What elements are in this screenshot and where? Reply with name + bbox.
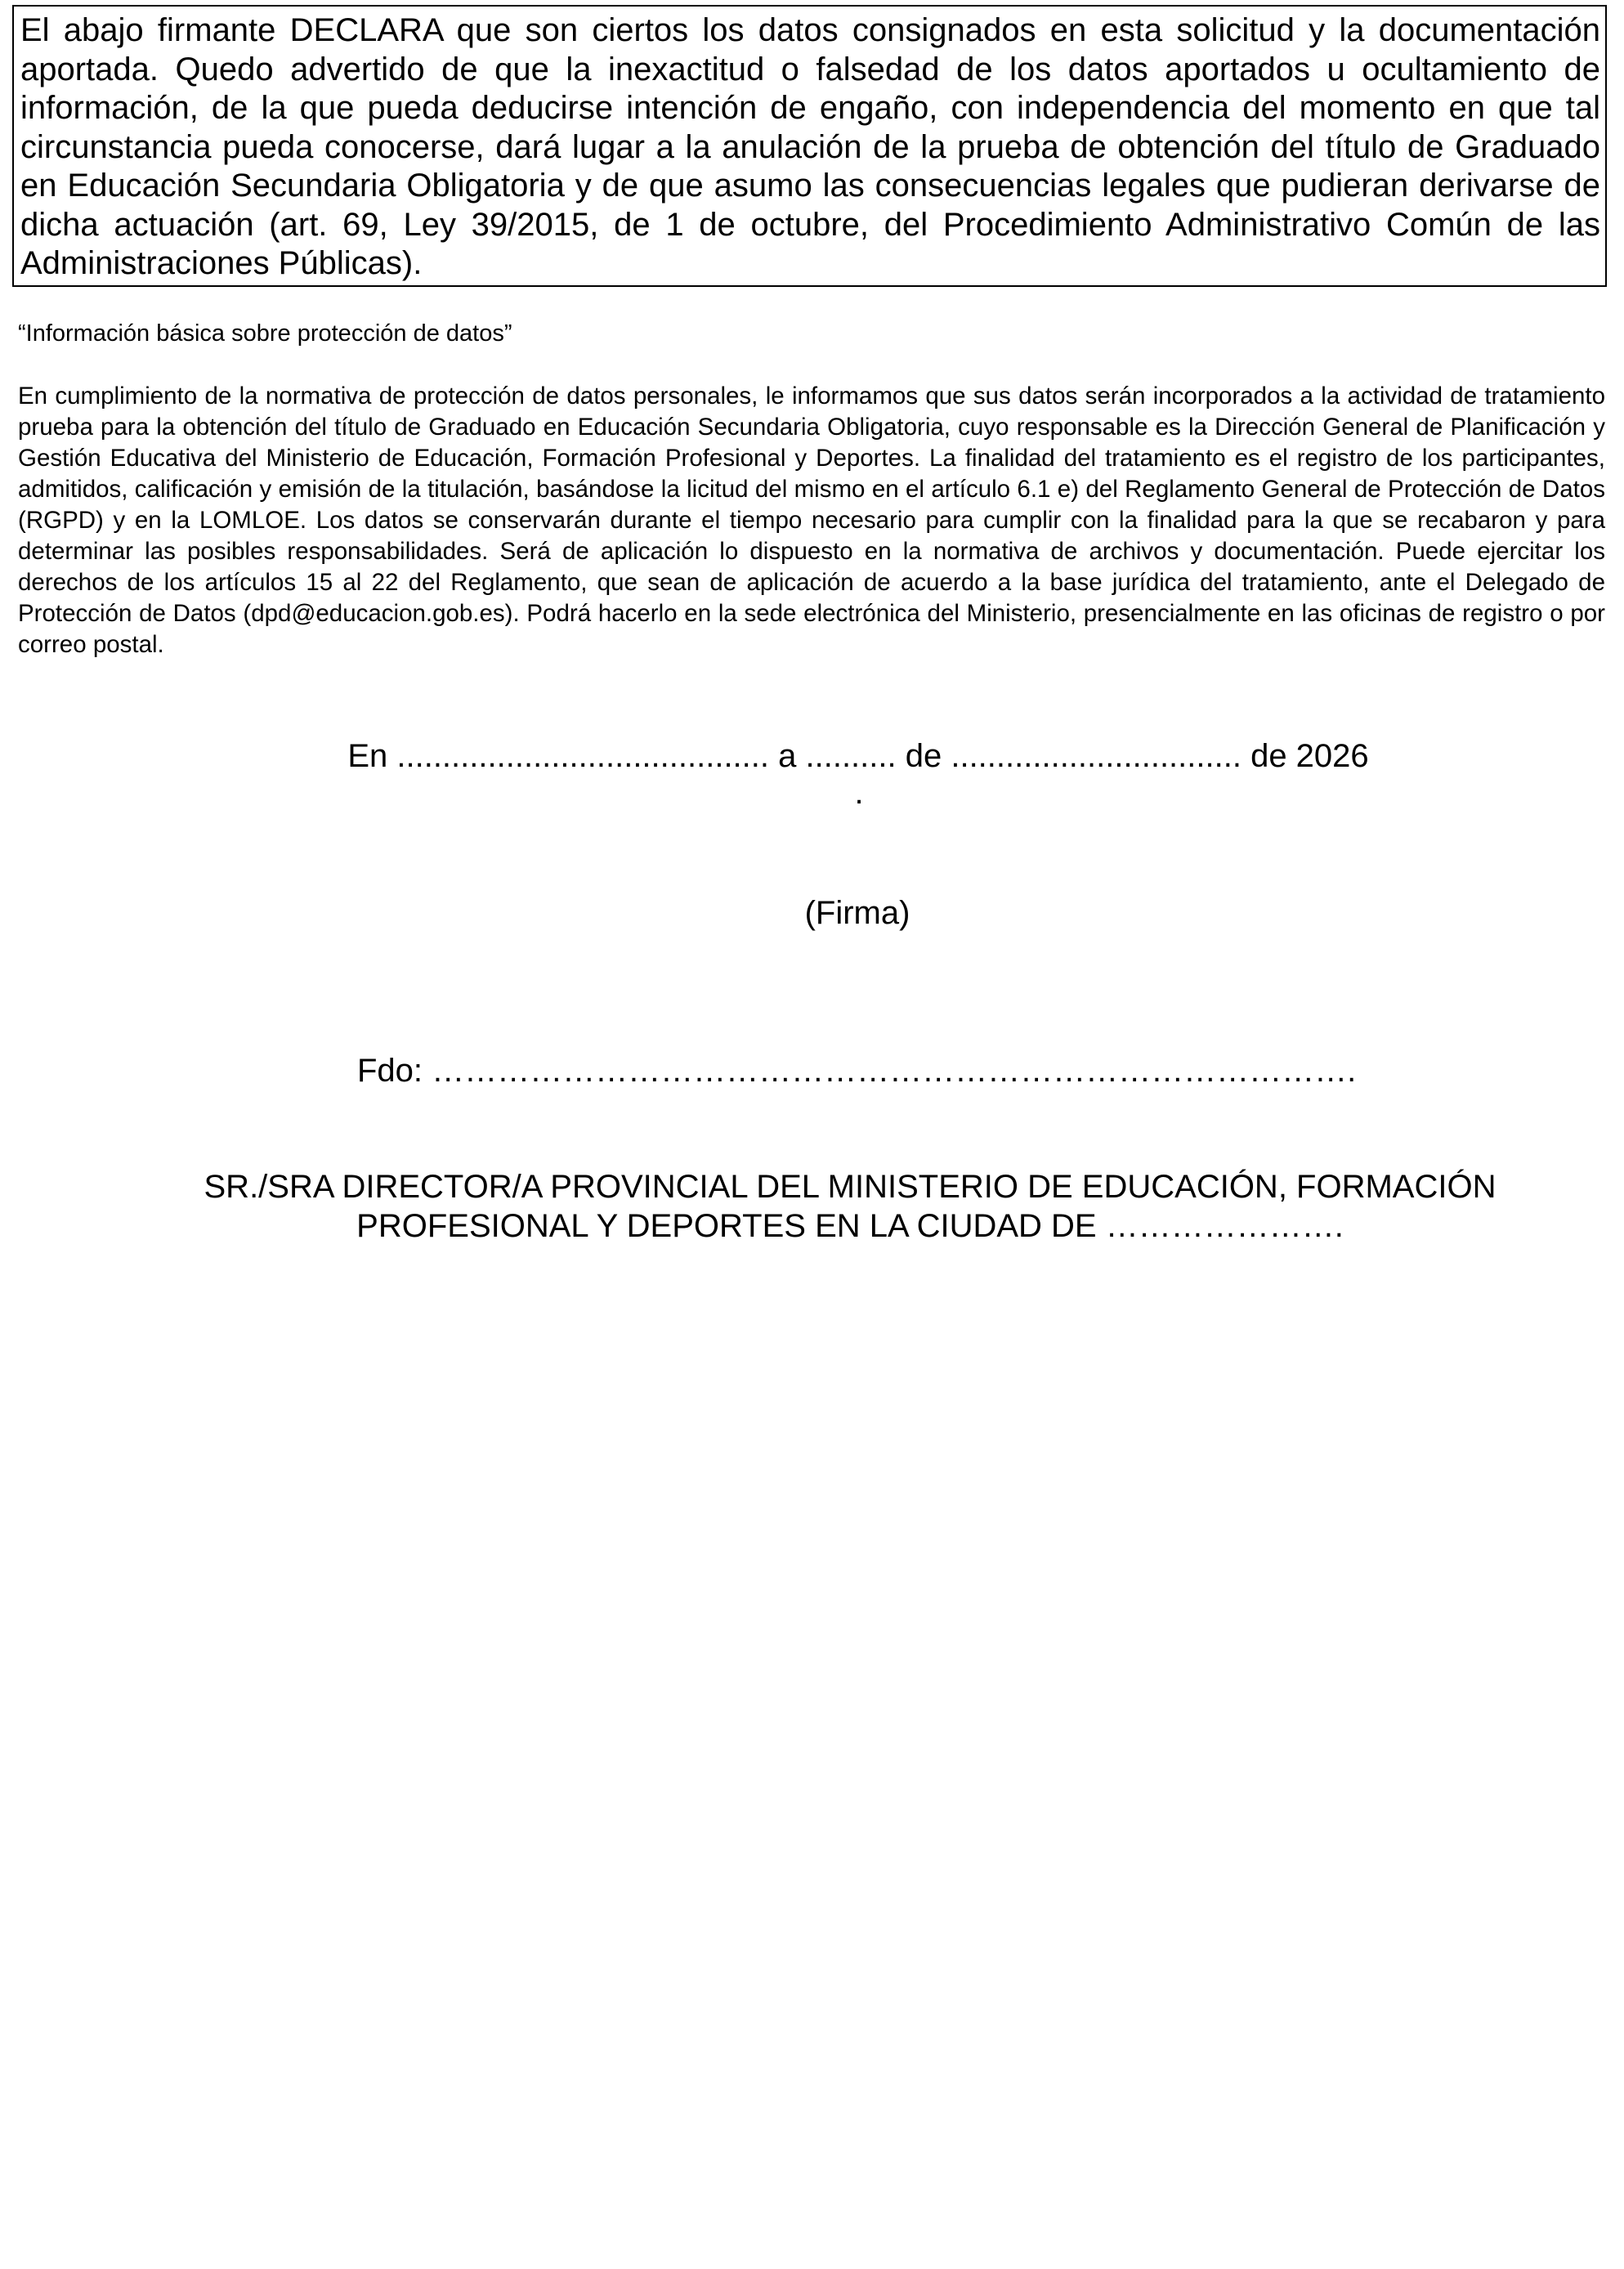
signature-label: (Firma)	[804, 895, 910, 931]
addressee	[0, 1167, 1624, 1246]
addressee-line-2: PROFESIONAL Y DEPORTES EN LA CIUDAD DE ………………….	[356, 1208, 1344, 1244]
addressee-line-1: SR./SRA DIRECTOR/A PROVINCIAL DEL MINISTERIO DE EDUCACIÓN, FORMACIÓN	[204, 1169, 1496, 1205]
declaration-box: El abajo firmante DECLARA que son ciertos los datos consignados en esta solicitud y la documentación aportada. Quedo advertido de que la inexactitud o falsedad de los datos aportados u ocultamiento de información, de la que pueda deducirse intención de engaño, con independencia del momento en que tal circunstancia pueda conocerse, dará lugar a la anulación de la prueba de obtención del título de Graduado en Educación Secundaria Obligatoria y de que asumo las consecuencias legales que pudieran derivarse de dicha actuación (art. 69, Ley 39/2015, de 1 de octubre, del Procedimiento Administrativo Común de las Administraciones Públicas).	[12, 5, 1607, 287]
date-place-line: En ......................................... a .......... de ................................ de 2026	[347, 738, 1369, 774]
data-protection-text: En cumplimiento de la normativa de protección de datos personales, le informamos que sus datos serán incorporados a la actividad de tratamiento prueba para la obtención del título de Graduado en Educación Secundaria Obligatoria, cuyo responsable es la Dirección General de Planificación y Gestión Educativa del Ministerio de Educación, Formación Profesional y Deportes. La finalidad del tratamiento es el registro de los participantes, admitidos, calificación y emisión de la titulación, basándose la licitud del mismo en el artículo 6.1 e) del Reglamento General de Protección de Datos (RGPD) y en la LOMLOE. Los datos se conservarán durante el tiempo necesario para cumplir con la finalidad para la que se recabaron y para determinar las posibles responsabilidades. Será de aplicación lo dispuesto en la normativa de archivos y documentación. Puede ejercitar los derechos de los artículos 15 al 22 del Reglamento, que sean de aplicación de acuerdo a la base jurídica del tratamiento, ante el Delegado de Protección de Datos (dpd@educacion.gob.es). Podrá hacerlo en la sede electrónica del Ministerio, presencialmente en las oficinas de registro o por correo postal.	[18, 383, 1605, 658]
data-protection-heading: “Información básica sobre protección de datos”	[18, 320, 512, 347]
date-line-period: .	[854, 775, 864, 811]
signed-by-line: Fdo: ………………………………………………………………………….	[357, 1053, 1357, 1089]
